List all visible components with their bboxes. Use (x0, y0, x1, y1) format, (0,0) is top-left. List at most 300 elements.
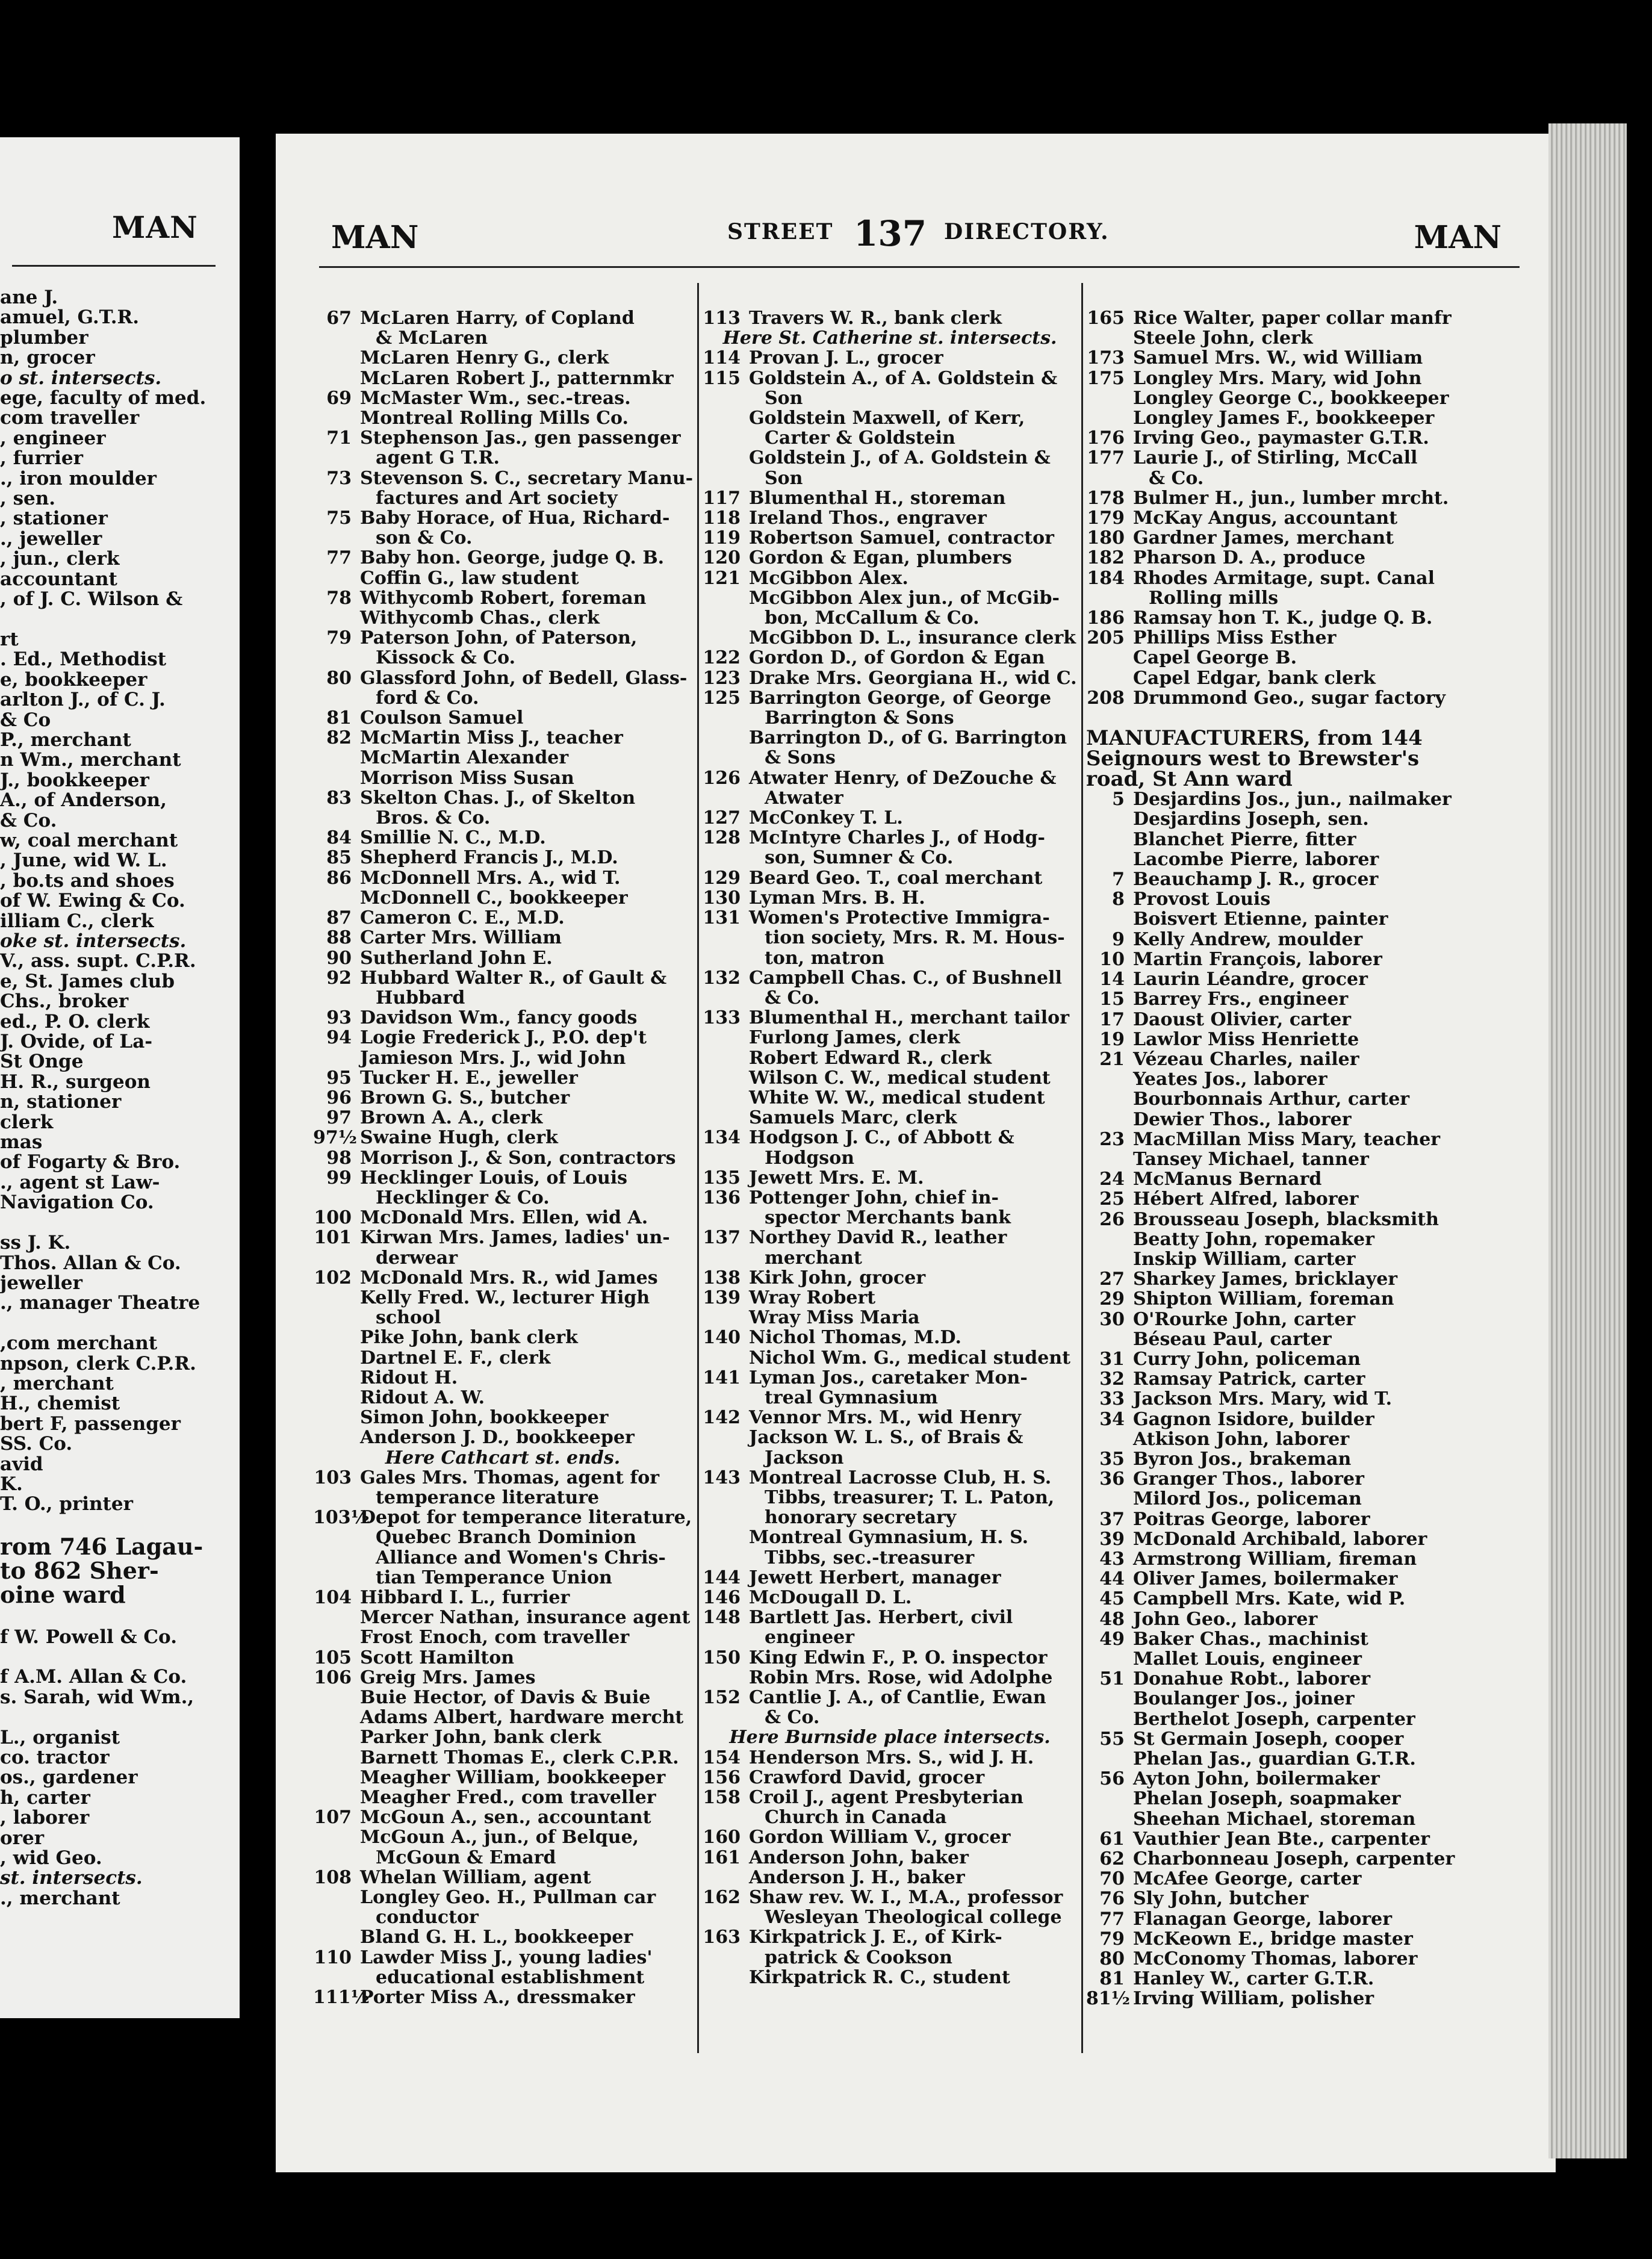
entry-text: Morrison J., & Son, contractors (360, 1147, 676, 1169)
house-number: 9 (1112, 928, 1125, 950)
section-heading (1086, 748, 1521, 769)
house-number: 45 (1099, 1588, 1125, 1610)
facing-page-line: H. R., surgeon (0, 1070, 151, 1093)
entry-text: Croil J., agent Presbyterian (749, 1787, 1023, 1809)
column-divider (697, 283, 699, 2053)
entry-text: Dewier Thos., laborer (1133, 1108, 1352, 1130)
directory-entry (1086, 1729, 1521, 1749)
directory-entry (313, 1008, 692, 1028)
directory-entry (702, 1848, 1078, 1868)
entry-text: McLaren Harry, of Copland (360, 308, 635, 329)
directory-entry (1086, 1149, 1521, 1169)
facing-page-line (0, 1515, 240, 1535)
facing-page-line: ., jeweller (0, 527, 102, 550)
directory-entry (702, 1328, 1078, 1347)
entry-text: Vauthier Jean Bte., carpenter (1133, 1828, 1430, 1850)
facing-page-line: rt (0, 628, 19, 650)
entry-text: Beatty John, ropemaker (1133, 1228, 1374, 1250)
directory-entry (1086, 1949, 1521, 1969)
directory-entry (313, 448, 692, 468)
entry-text: Montreal Gymnasium, H. S. (749, 1527, 1029, 1549)
house-number: 103½ (313, 1507, 370, 1529)
entry-text: Byron Jos., brakeman (1133, 1448, 1352, 1470)
directory-entry (313, 1648, 692, 1668)
directory-entry (313, 1048, 692, 1068)
directory-entry (702, 1348, 1078, 1368)
house-number: 165 (1087, 308, 1125, 329)
directory-entry (313, 848, 692, 868)
facing-page-line: plumber (0, 326, 88, 349)
house-number: 186 (1087, 607, 1125, 629)
directory-entry (313, 1768, 692, 1788)
entry-text: Hanley W., carter G.T.R. (1133, 1968, 1374, 1990)
entry-text: Barrington & Sons (765, 707, 954, 729)
directory-entry (1086, 1429, 1521, 1449)
directory-entry (1086, 308, 1521, 328)
directory-entry (313, 1788, 692, 1807)
facing-page-line: , furrier (0, 447, 83, 470)
entry-text: Logie Frederick J., P.O. dep't (360, 1027, 647, 1049)
facing-page-line: oine ward (0, 1581, 126, 1609)
house-number: 84 (326, 827, 352, 849)
directory-entry (702, 468, 1078, 488)
directory-entry (702, 1948, 1078, 1968)
entry-text: Longley George C., bookkeeper (1133, 387, 1449, 409)
entry-text: Hodgson J. C., of Abbott & (749, 1127, 1014, 1149)
directory-entry (1086, 1689, 1521, 1709)
entry-text: Kirk John, grocer (749, 1267, 926, 1288)
house-number: 88 (326, 927, 352, 949)
entry-text: educational establishment (376, 1966, 645, 1988)
entry-text: Mercer Nathan, insurance agent (360, 1607, 691, 1629)
facing-page-line: Thos. Allan & Co. (0, 1252, 181, 1274)
house-number: 99 (326, 1167, 352, 1189)
directory-entry (702, 1228, 1078, 1248)
directory-entry (1086, 1829, 1521, 1849)
entry-text: ford & Co. (376, 687, 479, 709)
entry-text: McDonald Archibald, laborer (1133, 1528, 1427, 1550)
entry-text: tian Temperance Union (376, 1567, 612, 1588)
directory-entry (313, 1368, 692, 1388)
entry-text: Kelly Andrew, moulder (1133, 928, 1363, 950)
directory-entry (702, 1648, 1078, 1668)
directory-entry (1086, 1069, 1521, 1089)
directory-entry (702, 1208, 1078, 1228)
directory-entry (313, 1588, 692, 1608)
house-number: 31 (1099, 1348, 1125, 1370)
directory-entry (1086, 1709, 1521, 1729)
directory-entry (313, 568, 692, 588)
directory-entry (313, 1727, 692, 1747)
entry-text: Tucker H. E., jeweller (360, 1067, 578, 1089)
directory-entry (313, 408, 692, 428)
house-number: 114 (703, 347, 741, 369)
directory-entry (702, 588, 1078, 608)
directory-entry (313, 488, 692, 508)
house-number: 71 (326, 427, 352, 449)
house-number: 121 (703, 567, 741, 589)
house-number: 156 (703, 1766, 741, 1788)
entry-text: Atwater Henry, of DeZouche & (749, 767, 1057, 789)
directory-entry (1086, 1229, 1521, 1249)
entry-text: Yeates Jos., laborer (1133, 1069, 1328, 1090)
directory-entry (702, 1508, 1078, 1527)
entry-text: Blumenthal H., merchant tailor (749, 1007, 1070, 1029)
directory-entry (313, 688, 692, 708)
house-number: 34 (1099, 1408, 1125, 1430)
entry-text: Here Cathcart st. ends. (385, 1447, 621, 1468)
directory-entry (702, 568, 1078, 588)
directory-entry (313, 1868, 692, 1888)
facing-page (0, 137, 240, 2018)
entry-text: McConkey T. L. (749, 807, 903, 829)
entry-text: Sheehan Michael, storeman (1133, 1808, 1416, 1830)
house-number: 131 (703, 907, 741, 929)
directory-entry (702, 688, 1078, 708)
directory-entry (313, 1308, 692, 1328)
directory-entry (1086, 809, 1521, 829)
directory-entry (1086, 1269, 1521, 1289)
entry-text: Blanchet Pierre, fitter (1133, 828, 1356, 850)
house-number: 178 (1087, 487, 1125, 509)
entry-text: Paterson John, of Paterson, (360, 627, 638, 649)
entry-text: Withycomb Robert, foreman (360, 587, 647, 609)
directory-entry (702, 1907, 1078, 1927)
entry-text: Longley James F., bookkeeper (1133, 408, 1435, 429)
facing-page-line: J., bookkeeper (0, 769, 149, 791)
entry-text: Mallet Louis, engineer (1133, 1648, 1362, 1670)
directory-entry (702, 548, 1078, 568)
entry-text: Goldstein J., of A. Goldstein & (749, 447, 1051, 469)
directory-entry (1086, 1929, 1521, 1949)
entry-text: Jackson W. L. S., of Brais & (749, 1427, 1023, 1449)
entry-text: Granger Thos., laborer (1133, 1468, 1364, 1490)
facing-page-line: , laborer (0, 1807, 90, 1829)
facing-page-line: ,com merchant (0, 1332, 158, 1355)
directory-entry (313, 748, 692, 768)
facing-page-line: accountant (0, 568, 117, 590)
entry-text: Buie Hector, of Davis & Buie (360, 1687, 651, 1709)
directory-entry (313, 1488, 692, 1508)
directory-entry (313, 888, 692, 908)
facing-page-line: , engineer (0, 427, 106, 449)
entry-text: Swaine Hugh, clerk (360, 1127, 558, 1149)
entry-text: Capel George B. (1133, 647, 1297, 669)
facing-page-line: K. (0, 1473, 23, 1495)
entry-text: Ridout A. W. (360, 1387, 485, 1408)
directory-entry (1086, 648, 1521, 668)
house-number: 137 (703, 1227, 741, 1249)
directory-entry (702, 1088, 1078, 1108)
entry-text: conductor (376, 1907, 479, 1928)
house-number: 83 (326, 787, 352, 809)
entry-text: St Germain Joseph, cooper (1133, 1728, 1404, 1750)
directory-entry (1086, 1649, 1521, 1669)
directory-entry (702, 1488, 1078, 1508)
directory-entry (702, 448, 1078, 468)
entry-text: Jewett Mrs. E. M. (749, 1167, 924, 1189)
entry-text: Here Burnside place intersects. (729, 1727, 1051, 1748)
facing-page-line: of Fogarty & Bro. (0, 1151, 181, 1173)
entry-text: Gagnon Isidore, builder (1133, 1408, 1374, 1430)
entry-text: Withycomb Chas., clerk (360, 607, 600, 629)
header-left-keyword: MAN (331, 219, 419, 256)
directory-entry (313, 1428, 692, 1447)
house-number: 15 (1099, 989, 1125, 1010)
entry-text: MANUFACTURERS, from 144 (1086, 726, 1423, 751)
house-number: 90 (326, 947, 352, 969)
entry-text: Vennor Mrs. M., wid Henry (749, 1407, 1021, 1429)
house-number: 125 (703, 687, 741, 709)
house-number: 111½ (313, 1987, 370, 2009)
entry-text: Lawlor Miss Henriette (1133, 1028, 1359, 1050)
directory-entry (313, 1668, 692, 1688)
directory-entry (313, 1527, 692, 1547)
house-number: 55 (1099, 1728, 1125, 1750)
directory-entry (702, 1927, 1078, 1947)
entry-text: Laurin Léandre, grocer (1133, 969, 1368, 990)
facing-page-line: ss J. K. (0, 1232, 71, 1254)
house-number: 141 (703, 1367, 741, 1388)
directory-entry (313, 368, 692, 388)
house-number: 51 (1099, 1668, 1125, 1690)
entry-text: road, St Ann ward (1086, 767, 1293, 792)
entry-text: Travers W. R., bank clerk (749, 308, 1002, 329)
house-number: 106 (314, 1667, 352, 1688)
entry-text: Robertson Samuel, contractor (749, 527, 1054, 549)
entry-text: Women's Protective Immigra- (749, 907, 1050, 929)
directory-entry (702, 1707, 1078, 1727)
directory-entry (702, 1148, 1078, 1168)
directory-entry (702, 1888, 1078, 1907)
entry-text: Kirwan Mrs. James, ladies' un- (360, 1227, 670, 1249)
directory-entry (702, 1827, 1078, 1847)
facing-page-line: jeweller (0, 1272, 82, 1294)
directory-entry (1086, 1769, 1521, 1789)
house-number: 180 (1087, 527, 1125, 549)
directory-entry (702, 648, 1078, 668)
entry-text: Martin François, laborer (1133, 948, 1382, 970)
house-number: 37 (1099, 1508, 1125, 1530)
house-number: 94 (326, 1027, 352, 1049)
entry-text: Bland G. H. L., bookkeeper (360, 1927, 633, 1948)
house-number: 33 (1099, 1388, 1125, 1410)
directory-entry (702, 1428, 1078, 1447)
entry-text: agent G T.R. (376, 447, 500, 469)
entry-text: Béseau Paul, carter (1133, 1328, 1332, 1350)
directory-entry (313, 608, 692, 628)
facing-page-line: f A.M. Allan & Co. (0, 1666, 187, 1688)
entry-text: Phillips Miss Esther (1133, 627, 1337, 649)
directory-entry (1086, 989, 1521, 1009)
entry-text: Sharkey James, bricklayer (1133, 1269, 1398, 1290)
directory-entry (1086, 1110, 1521, 1130)
facing-page-rule (12, 265, 216, 267)
directory-entry (313, 788, 692, 808)
entry-text: patrick & Cookson (765, 1947, 952, 1968)
house-number: 95 (326, 1067, 352, 1089)
house-number: 85 (326, 847, 352, 869)
entry-text: Beard Geo. T., coal merchant (749, 867, 1043, 889)
directory-page (276, 134, 1556, 2172)
directory-entry (702, 628, 1078, 648)
house-number: 120 (703, 547, 741, 569)
entry-text: spector Merchants bank (765, 1207, 1011, 1229)
entry-text: Baby Horace, of Hua, Richard- (360, 508, 670, 529)
directory-entry (702, 1768, 1078, 1788)
entry-text: Milord Jos., policeman (1133, 1488, 1362, 1510)
directory-entry (702, 1868, 1078, 1888)
directory-entry (313, 1088, 692, 1108)
directory-entry (1086, 388, 1521, 408)
house-number: 48 (1099, 1608, 1125, 1630)
directory-entry (313, 868, 692, 888)
entry-text: Nichol Thomas, M.D. (749, 1327, 961, 1349)
facing-page-line: rom 746 Lagau- (0, 1533, 203, 1561)
entry-text: Atwater (765, 787, 843, 809)
entry-text: Scott Hamilton (360, 1647, 515, 1668)
entry-text: Crawford David, grocer (749, 1766, 985, 1788)
entry-text: Bulmer H., jun., lumber mrcht. (1133, 487, 1449, 509)
directory-entry (702, 1248, 1078, 1268)
facing-page-line: h, carter (0, 1786, 90, 1809)
house-number: 56 (1099, 1768, 1125, 1790)
facing-page-line: n, stationer (0, 1091, 122, 1113)
directory-entry (1086, 1169, 1521, 1189)
directory-entry (313, 768, 692, 788)
directory-entry (313, 1608, 692, 1627)
entry-text: McKay Angus, accountant (1133, 508, 1398, 529)
facing-page-line: ed., P. O. clerk (0, 1010, 150, 1033)
entry-text: Montreal Lacrosse Club, H. S. (749, 1467, 1052, 1488)
directory-entry (702, 1807, 1078, 1827)
directory-entry (1086, 488, 1521, 508)
facing-page-line: ., agent st Law- (0, 1171, 160, 1193)
entry-text: son & Co. (376, 527, 473, 549)
entry-text: Ramsay hon T. K., judge Q. B. (1133, 607, 1433, 629)
house-number: 161 (703, 1847, 741, 1868)
entry-text: Armstrong William, fireman (1133, 1548, 1417, 1570)
facing-page-line: npson, clerk C.P.R. (0, 1352, 196, 1375)
directory-entry (313, 328, 692, 348)
directory-entry (1086, 408, 1521, 428)
house-number: 205 (1087, 627, 1125, 649)
facing-page-line: w, coal merchant (0, 829, 178, 851)
facing-page-line: , June, wid W. L. (0, 850, 167, 872)
entry-text: merchant (765, 1247, 862, 1269)
facing-page-line: orer (0, 1827, 45, 1849)
directory-entry (313, 928, 692, 948)
entry-text: Coulson Samuel (360, 707, 524, 729)
directory-entry (1086, 1969, 1521, 1989)
directory-entry (1086, 830, 1521, 850)
directory-entry (702, 1527, 1078, 1547)
directory-entry (1086, 889, 1521, 909)
directory-entry (702, 1748, 1078, 1768)
entry-text: Flanagan George, laborer (1133, 1908, 1393, 1930)
entry-text: Gordon D., of Gordon & Egan (749, 647, 1045, 669)
directory-entry (1086, 1289, 1521, 1309)
intersection-note (702, 328, 1078, 348)
entry-text: Carter Mrs. William (360, 927, 562, 949)
house-number: 27 (1099, 1269, 1125, 1290)
directory-entry (702, 488, 1078, 508)
entry-text: Goldstein Maxwell, of Kerr, (749, 408, 1025, 429)
entry-text: MacMillan Miss Mary, teacher (1133, 1128, 1441, 1150)
entry-text: McDonnell C., bookkeeper (360, 887, 628, 909)
facing-page-line: oke st. intersects. (0, 930, 187, 952)
directory-entry (702, 728, 1078, 748)
facing-page-line: & Co. (0, 809, 57, 831)
directory-entry (702, 408, 1078, 428)
entry-text: & Co. (765, 1707, 820, 1729)
directory-entry (1086, 1329, 1521, 1349)
entry-text: Phelan Joseph, soapmaker (1133, 1788, 1401, 1810)
entry-text: McDonald Mrs. Ellen, wid A. (360, 1207, 648, 1229)
house-number: 175 (1087, 367, 1125, 389)
directory-entry (702, 348, 1078, 368)
facing-page-line: St Onge (0, 1051, 84, 1073)
facing-page-line: s. Sarah, wid Wm., (0, 1686, 194, 1708)
entry-text: Shepherd Francis J., M.D. (360, 847, 618, 869)
facing-page-line: e, bookkeeper (0, 668, 148, 691)
directory-entry (1086, 1529, 1521, 1549)
directory-entry (702, 608, 1078, 628)
directory-entry (313, 908, 692, 928)
directory-entry (313, 528, 692, 548)
entry-text: Nichol Wm. G., medical student (749, 1347, 1070, 1369)
directory-entry (313, 508, 692, 528)
entry-text: Longley Geo. H., Pullman car (360, 1887, 656, 1909)
directory-entry (702, 768, 1078, 788)
directory-entry (1086, 930, 1521, 949)
house-number: 132 (703, 967, 741, 989)
directory-entry (313, 1888, 692, 1907)
house-number: 101 (314, 1227, 352, 1249)
entry-text: McMaster Wm., sec.-treas. (360, 387, 631, 409)
entry-text: Phelan Jas., guardian G.T.R. (1133, 1748, 1416, 1770)
entry-text: Jackson Mrs. Mary, wid T. (1133, 1388, 1393, 1410)
facing-page-line: H., chemist (0, 1393, 120, 1415)
entry-text: King Edwin F., P. O. inspector (749, 1647, 1048, 1668)
entry-text: derwear (376, 1247, 458, 1269)
directory-entry (702, 1608, 1078, 1627)
section-heading (1086, 767, 1521, 792)
directory-entry (313, 948, 692, 968)
entry-text: & Co. (765, 987, 820, 1008)
house-number: 115 (703, 367, 741, 389)
house-number: 21 (1099, 1048, 1125, 1070)
entry-text: McMartin Miss J., teacher (360, 727, 623, 749)
directory-entry (1086, 328, 1521, 348)
directory-entry (1086, 1589, 1521, 1609)
house-number: 144 (703, 1567, 741, 1588)
entry-text: Bourbonnais Arthur, carter (1133, 1089, 1410, 1110)
directory-entry (702, 1288, 1078, 1308)
entry-text: Gardner James, merchant (1133, 527, 1394, 549)
entry-text: Hibbard I. L., furrier (360, 1587, 570, 1608)
entry-text: Gordon & Egan, plumbers (749, 547, 1012, 569)
directory-entry (313, 828, 692, 848)
directory-entry (313, 1987, 692, 2007)
directory-entry (313, 968, 692, 988)
facing-page-line: J. Ovide, of La- (0, 1031, 153, 1053)
entry-text: Beauchamp J. R., grocer (1133, 869, 1379, 890)
house-number: 76 (1099, 1888, 1125, 1910)
facing-page-line (0, 1213, 240, 1233)
house-number: 26 (1099, 1208, 1125, 1230)
entry-text: Samuel Mrs. W., wid William (1133, 347, 1423, 369)
